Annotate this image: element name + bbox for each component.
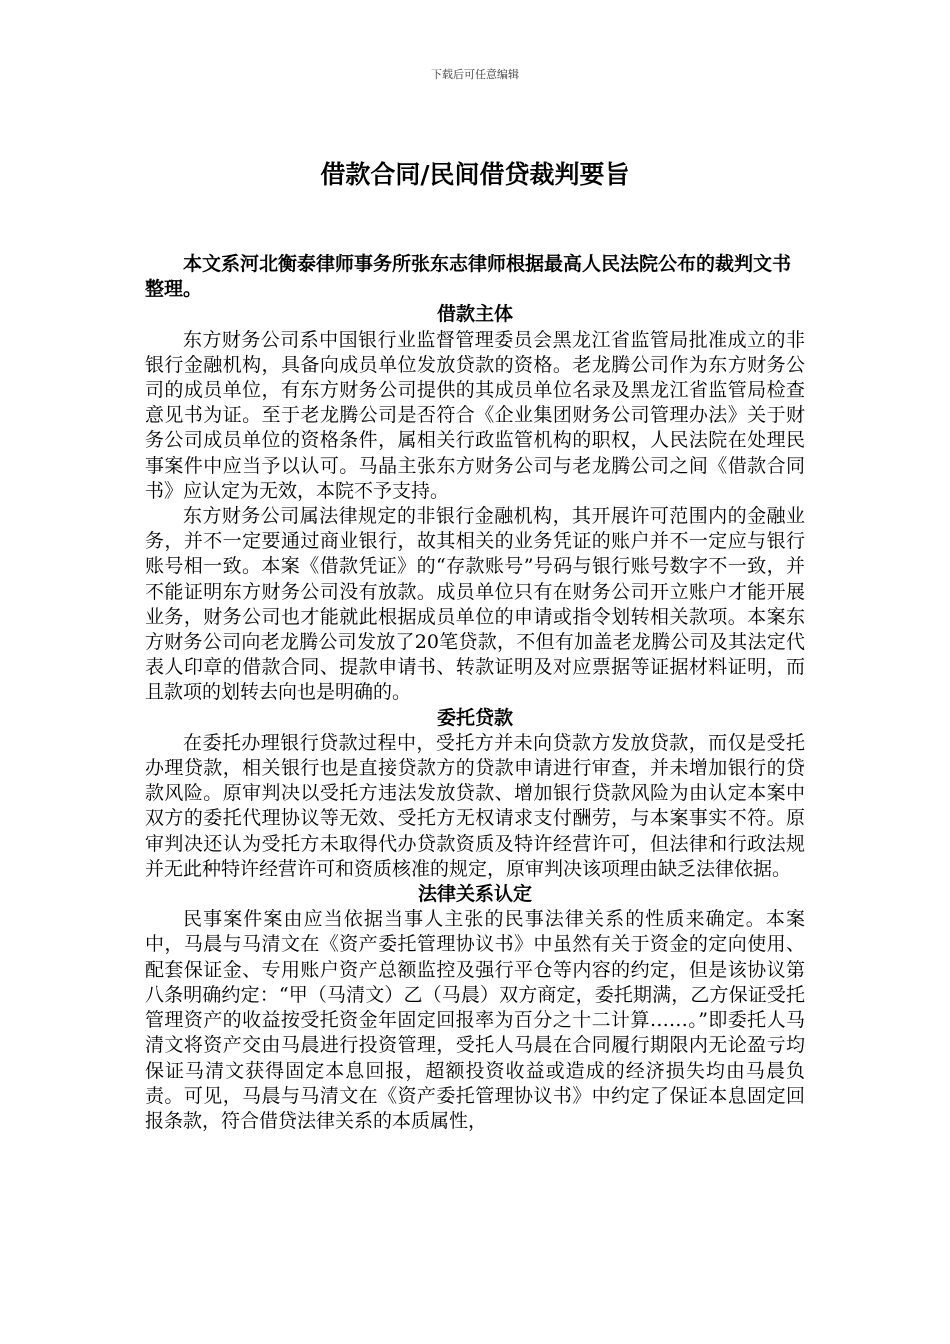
page-title: 借款合同/民间借贷裁判要旨 xyxy=(320,160,630,189)
header-note: 下载后可任意编辑 xyxy=(431,68,519,81)
paragraph: 东方财务公司系中国银行业监督管理委员会黑龙江省监管局批准成立的非银行金融机构，具备向成员单位发放贷款的资格。老龙腾公司作为东方财务公司的成员单位，有东方财务公司提供的其成员单位名录及黑龙江省监管局检查意见书为证。至于老龙腾公司是否符合《企业集团财务公司管理办法》关于财务公司成员单位的资格条件，属相关行政监管机构的职权，人民法院在处理民事案件中应当予以认可。马晶主张东方财务公司与老龙腾公司之间《借款合同书》应认定为无效，本院不予支持。 xyxy=(145,328,805,502)
section-heading-legal-relation: 法律关系认定 xyxy=(417,883,532,906)
paragraph: 民事案件案由应当依据当事人主张的民事法律关系的性质来确定。本案中，马晨与马清文在《资产委托管理协议书》中虽然有关于资金的定向使用、配套保证金、专用账户资产总额监控及强行平仓等内容的约定，但是该协议第八条明确约定：“甲（马清文）乙（马晨）双方商定，委托期满，乙方保证受托管理资产的收益按受托资金年固定回报率为百分之十二计算……。”即委托人马清文将资产交由马晨进行投资管理，受托人马晨在合同履行期限内无论盈亏均保证马清文获得固定本息回报，超额投资收益或造成的经济损失均由马晨负责。可见，马晨与马清文在《资产委托管理协议书》中约定了保证本息固定回报条款，符合借贷法律关系的本质属性， xyxy=(145,908,805,1132)
section-heading-entrusted-loan: 委托贷款 xyxy=(436,706,513,729)
intro-paragraph: 本文系河北衡泰律师事务所张东志律师根据最高人民法院公布的裁判文书整理。 xyxy=(145,253,792,301)
section-heading-borrowing-subject: 借款主体 xyxy=(436,303,513,326)
paragraph: 东方财务公司属法律规定的非银行金融机构，其开展许可范围内的金融业务，并不一定要通过商业银行，故其相关的业务凭证的账户并不一定应与银行账号相一致。本案《借款凭证》的“存款账号”号码与银行账号数字不一致，并不能证明东方财务公司没有放款。成员单位只有在财务公司开立账户才能开展业务，财务公司也才能就此根据成员单位的申请或指令划转相关款项。本案东方财务公司向老龙腾公司发放了20笔贷款，不但有加盖老龙腾公司及其法定代表人印章的借款合同、提款申请书、转款证明及对应票据等证据材料证明，而且款项的划转去向也是明确的。 xyxy=(145,505,805,704)
document-body xyxy=(145,252,805,1134)
paragraph: 在委托办理银行贷款过程中，受托方并未向贷款方发放贷款，而仅是受托办理贷款，相关银行也是直接贷款方的贷款申请进行审查，并未增加银行的贷款风险。原审判决以受托方违法发放贷款、增加银行贷款风险为由认定本案中双方的委托代理协议等无效、受托方无权请求支付酬劳，与本案事实不符。原审判决还认为受托方未取得代办贷款资质及特许经营许可，但法律和行政法规并无此种特许经营许可和资质核准的规定，原审判决该项理由缺乏法律依据。 xyxy=(145,731,805,880)
